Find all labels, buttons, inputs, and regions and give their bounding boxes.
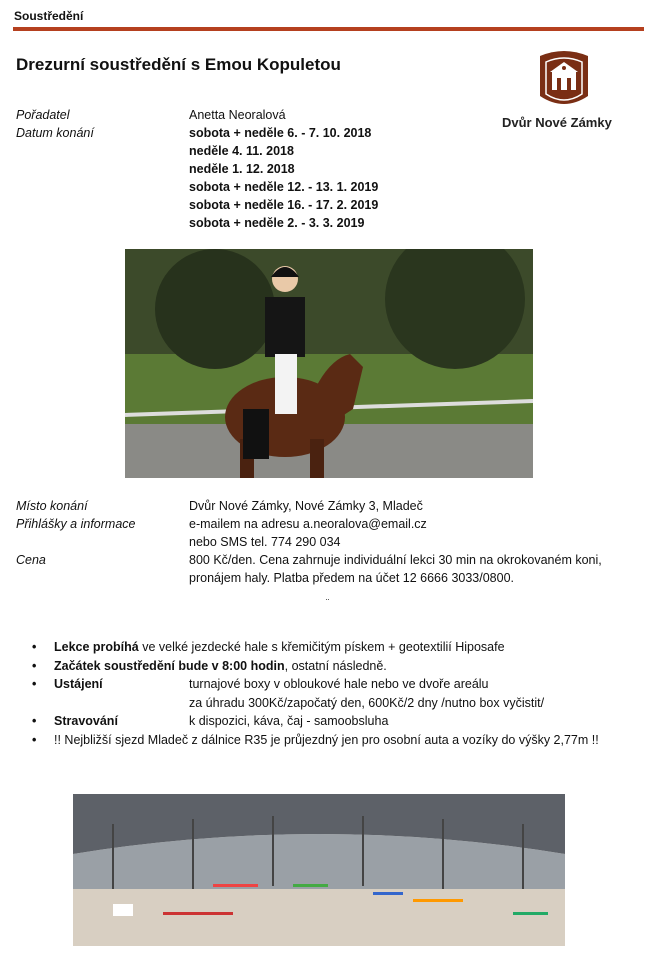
date-item: neděle 4. 11. 2018: [189, 144, 294, 158]
chateau-logo-icon: [500, 48, 628, 118]
page-title: Drezurní soustředění s Emou Kopuletou: [16, 55, 341, 74]
date-item: sobota + neděle 12. - 13. 1. 2019: [189, 180, 379, 194]
lesson-bold: Lekce probíhá: [54, 640, 139, 654]
date-item: sobota + neděle 6. - 7. 10. 2018: [189, 126, 372, 140]
header-rule: [13, 27, 644, 31]
date-item: neděle 1. 12. 2018: [189, 162, 295, 176]
start-bold: Začátek soustředění bude v 8:00 hodin: [54, 658, 285, 673]
start-rest: , ostatní následně.: [284, 658, 387, 673]
warning-text: !! Nejbližší sjezd Mladeč z dálnice R35 je průjezdný jen pro osobní auta a vozíky do výšky 2,77m !!: [54, 732, 599, 747]
stabling-line1: turnajové boxy v obloukové hale nebo ve dvoře areálu: [189, 677, 489, 691]
separator-dot: ¨: [326, 598, 330, 609]
registration-label: Přihlášky a informace: [16, 517, 136, 531]
organizer-label: Pořadatel: [16, 108, 70, 122]
dates-label: Datum konání: [16, 126, 94, 140]
stabling-label: Ustájení: [54, 677, 103, 691]
logo-text: Dvůr Nové Zámky: [502, 115, 612, 130]
price-line2: pronájem haly. Platba předem na účet 12 6666 3033/0800.: [189, 571, 514, 585]
location-label: Místo konání: [16, 499, 88, 513]
date-item: sobota + neděle 16. - 17. 2. 2019: [189, 198, 379, 212]
section-label: Soustředění: [14, 9, 84, 23]
food-value: k dispozici, káva, čaj - samoobsluha: [189, 714, 389, 728]
price-line1: 800 Kč/den. Cena zahrnuje individuální lekci 30 min na okrokovaném koni,: [189, 553, 602, 567]
arena-photo: [73, 794, 565, 946]
lesson-rest: ve velké jezdecké hale s křemičitým pískem + geotextilií Hiposafe: [138, 640, 505, 654]
location-value: Dvůr Nové Zámky, Nové Zámky 3, Mladeč: [189, 499, 423, 513]
registration-sms: nebo SMS tel. 774 290 034: [189, 535, 341, 549]
rider-photo: [125, 249, 533, 478]
registration-email: e-mailem na adresu a.neoralova@email.cz: [189, 517, 427, 531]
organizer-value: Anetta Neoralová: [189, 108, 286, 122]
stabling-line2: za úhradu 300Kč/započatý den, 600Kč/2 dny /nutno box vyčistit/: [189, 695, 545, 710]
price-label: Cena: [16, 553, 46, 567]
food-label: Stravování: [54, 714, 118, 728]
date-item: sobota + neděle 2. - 3. 3. 2019: [189, 216, 365, 230]
